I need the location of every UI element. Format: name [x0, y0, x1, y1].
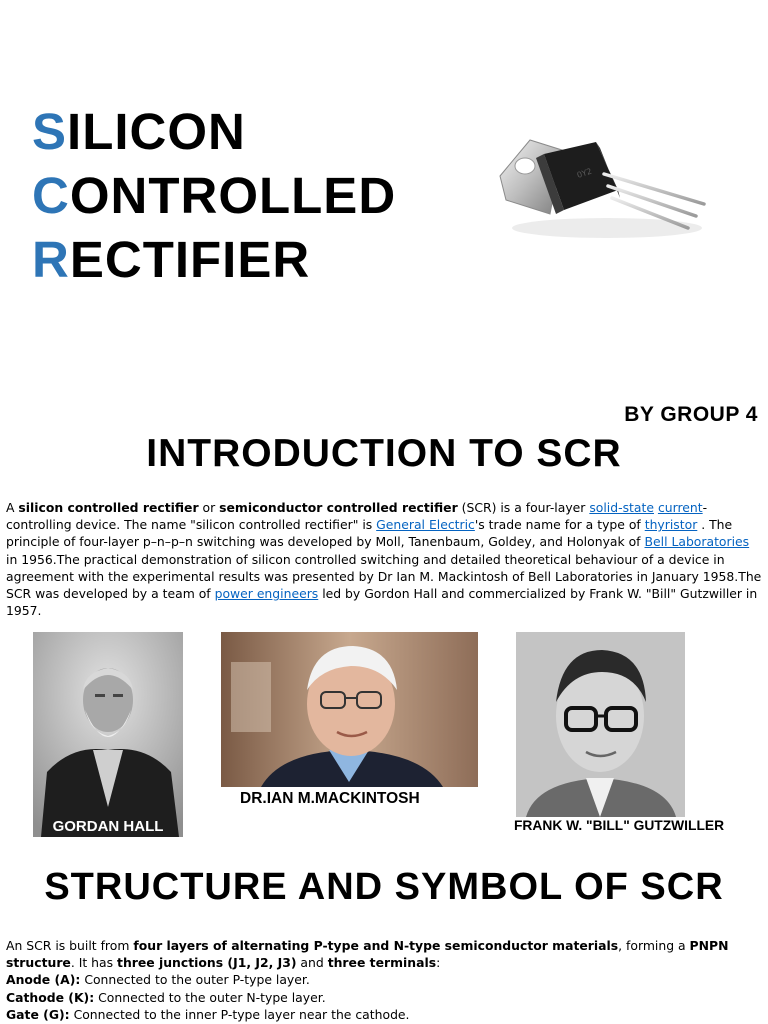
- frank-gutzwiller-photo: [516, 632, 685, 817]
- title-rest-rectifier: ECTIFIER: [69, 231, 311, 288]
- intro-text: in 1956.The practical demonstration of silicon controlled switching and detailed theoretical behaviour of a device in agreement with the experimental results was presented by Dr Ian M. Mackintosh of Bell Laboratories in January 1958.The SCR was developed by a team of: [6, 551, 762, 602]
- title-line-rectifier: [32, 228, 396, 292]
- gate-text: Connected to the inner P-type layer near the cathode.: [69, 1006, 410, 1022]
- title-initial-c: C: [32, 167, 70, 224]
- title-initial-r: R: [32, 231, 70, 288]
- structure-heading: STRUCTURE AND SYMBOL OF SCR: [44, 866, 724, 908]
- structure-bold-term: three junctions (J1, J2, J3): [117, 955, 297, 971]
- cathode-item: [6, 989, 762, 1006]
- structure-bold-term: PNPN structure: [6, 938, 729, 971]
- cathode-text: Connected to the outer N-type layer.: [94, 989, 326, 1005]
- structure-text: . It has: [70, 955, 118, 971]
- intro-text: or: [198, 500, 220, 515]
- intro-text: -controlling device. The name "silicon controlled rectifier" is: [6, 500, 708, 533]
- title-line-silicon: [32, 100, 396, 164]
- structure-intro-line: [6, 937, 762, 971]
- intro-text: (SCR) is a four-layer: [457, 500, 590, 515]
- structure-bold-term: four layers of alternating P-type and N-type semiconductor materials: [133, 938, 619, 953]
- intro-text: led by Gordon Hall and commercialized by Frank W. "Bill" Gutzwiller in 1957.: [6, 586, 758, 619]
- anode-item: [6, 971, 762, 988]
- thyristor-link[interactable]: thyristor: [644, 517, 698, 533]
- current-link[interactable]: current: [657, 500, 703, 515]
- group-byline: BY GROUP 4: [624, 403, 758, 426]
- title-line-controlled: [32, 164, 396, 228]
- ian-mackintosh-caption: DR.IAN M.MACKINTOSH: [240, 790, 420, 807]
- intro-bold-term: silicon controlled rectifier: [18, 500, 199, 515]
- power-engineers-link[interactable]: power engineers: [214, 586, 319, 602]
- document-title: [32, 100, 396, 292]
- gate-label: Gate (G):: [6, 1006, 70, 1022]
- svg-text:0Y2: 0Y2: [575, 166, 593, 180]
- introduction-paragraph: [6, 499, 762, 619]
- cathode-label: Cathode (K):: [6, 989, 95, 1005]
- solid-state-link[interactable]: solid-state: [589, 500, 654, 515]
- structure-text: and: [296, 955, 328, 971]
- general-electric-link[interactable]: General Electric: [376, 517, 475, 533]
- title-initial-s: S: [32, 103, 68, 160]
- scr-component-image: [492, 128, 712, 248]
- gordon-hall-caption: GORDAN HALL: [52, 818, 164, 835]
- title-rest-silicon: ILICON: [67, 103, 246, 160]
- structure-paragraph: [6, 937, 762, 1023]
- structure-text: :: [436, 955, 441, 971]
- bell-laboratories-link[interactable]: Bell Laboratories: [644, 534, 750, 550]
- structure-bold-term: three terminals: [327, 955, 437, 971]
- intro-text: 's trade name for a type of: [474, 517, 645, 533]
- gordon-hall-photo: [33, 632, 183, 837]
- gate-item: [6, 1006, 762, 1023]
- introduction-heading: INTRODUCTION TO SCR: [146, 432, 622, 475]
- anode-text: Connected to the outer P-type layer.: [80, 972, 310, 988]
- anode-label: Anode (A):: [6, 972, 81, 988]
- frank-gutzwiller-caption: FRANK W. "BILL" GUTZWILLER: [514, 818, 725, 833]
- intro-text: . The principle of four-layer p–n–p–n switching was developed by Moll, Tanenbaum, Goldey, and Holonyak of: [6, 517, 733, 550]
- intro-bold-term: semiconductor controlled rectifier: [219, 500, 458, 515]
- structure-text: , forming a: [618, 938, 690, 953]
- title-rest-controlled: ONTROLLED: [69, 167, 397, 224]
- intro-text: A: [6, 500, 19, 515]
- ian-mackintosh-photo: [221, 632, 478, 787]
- structure-text: An SCR is built from: [6, 938, 134, 953]
